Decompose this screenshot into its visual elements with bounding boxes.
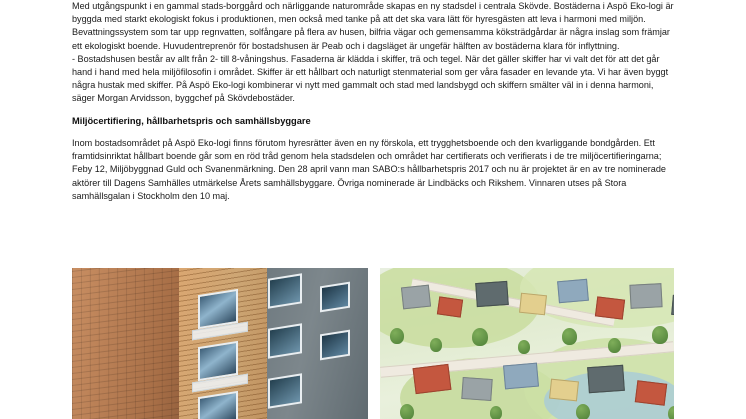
window [268,273,302,308]
window [198,341,238,381]
image-row [72,268,674,419]
tree [400,404,414,419]
building [401,285,431,310]
building [503,363,539,390]
aerial-neighbourhood-illustration [380,268,674,419]
building [549,379,579,402]
window [198,289,238,329]
tree [490,406,502,419]
building [587,365,625,393]
tree [562,328,577,345]
building [437,296,463,317]
tree [668,406,674,419]
window [268,323,302,358]
window [268,373,302,408]
building [557,279,589,304]
tree [390,328,404,344]
intro-paragraphs [72,0,674,106]
building [461,377,492,401]
tree [652,326,668,344]
building [475,281,509,307]
window [320,282,350,313]
building [413,364,452,394]
building [671,295,674,317]
building [635,380,667,405]
brick-facade-section [72,268,196,419]
building [519,293,547,316]
facade-illustration [72,268,368,419]
paragraph-1: Med utgångspunkt i en gammal stads-borggård och närliggande naturområde skapas en ny stadsdel i centrala Skövde. Bostäderna i Aspö Eko-logi är byggda med starkt ekologiskt fokus i produktionen, men också med tanke på att det ska vara lätt för hyresgästen att leva i harmoni med miljön. Bevattningssystem som tar upp regnvatten, solfångare på flera av husen, bilfria vägar och gemensamma köksträdgårdar är några inslag som främjar ett ekologiskt boende. Huvudentreprenör för bostadshusen är Peab och i dagsläget är ungefär hälften av bostäderna klara för inflyttning. [72,1,674,51]
tree [608,338,621,353]
aerial-scene [380,268,674,419]
building [629,283,662,309]
tree [518,340,530,354]
building-facade-photo [72,268,368,419]
window [320,330,350,361]
section-heading: Miljöcertifiering, hållbarhetspris och samhällsbyggare [72,115,311,126]
section-paragraphs [72,137,674,203]
tree [576,404,590,419]
building [595,296,625,319]
paragraph-3: Inom bostadsområdet på Aspö Eko-logi finns förutom hyresrätter även en ny förskola, ett trygghetsboende och den kvarliggande bondgården. Ett framtidsinriktat hållbart boende går som en röd tråd genom hela stadsdelen och området har certifierats och verifierats i de tre miljöcertifieringarna; Feby 12, Miljöbyggnad Guld och Svanenmärkning. Den 28 april vann man SABO:s hållbarhetspris 2017 och nu är projektet är en av tre nominerade aktörer till Dagens Samhälles utmärkelse Årets samhällsbyggare. Övriga nominerade är Lindbäcks och Rikshem. Vinnaren utses på Stora samhällsgalan i Stockholm den 10 maj. [72,137,666,201]
paragraph-2: - Bostadshusen består av allt från 2- till 8-våningshus. Fasaderna är klädda i skiffer, trä och tegel. När det gäller skiffer har vi valt det för att det går hand i hand med hela miljöfilosofin i området. Skiffer är ett hållbart och naturligt stenmaterial som ger våra fasader en levande yta. Vi har även byggt några hustak med skiffer. På Aspö Eko-logi kombinerar vi nytt med gammalt och stad med landsbygd och skiffern smälter väl in i denna harmoni, säger Morgan Arvidsson, byggchef på Skövdebostäder. [72,53,669,104]
tree [430,338,442,352]
tree [472,328,488,346]
